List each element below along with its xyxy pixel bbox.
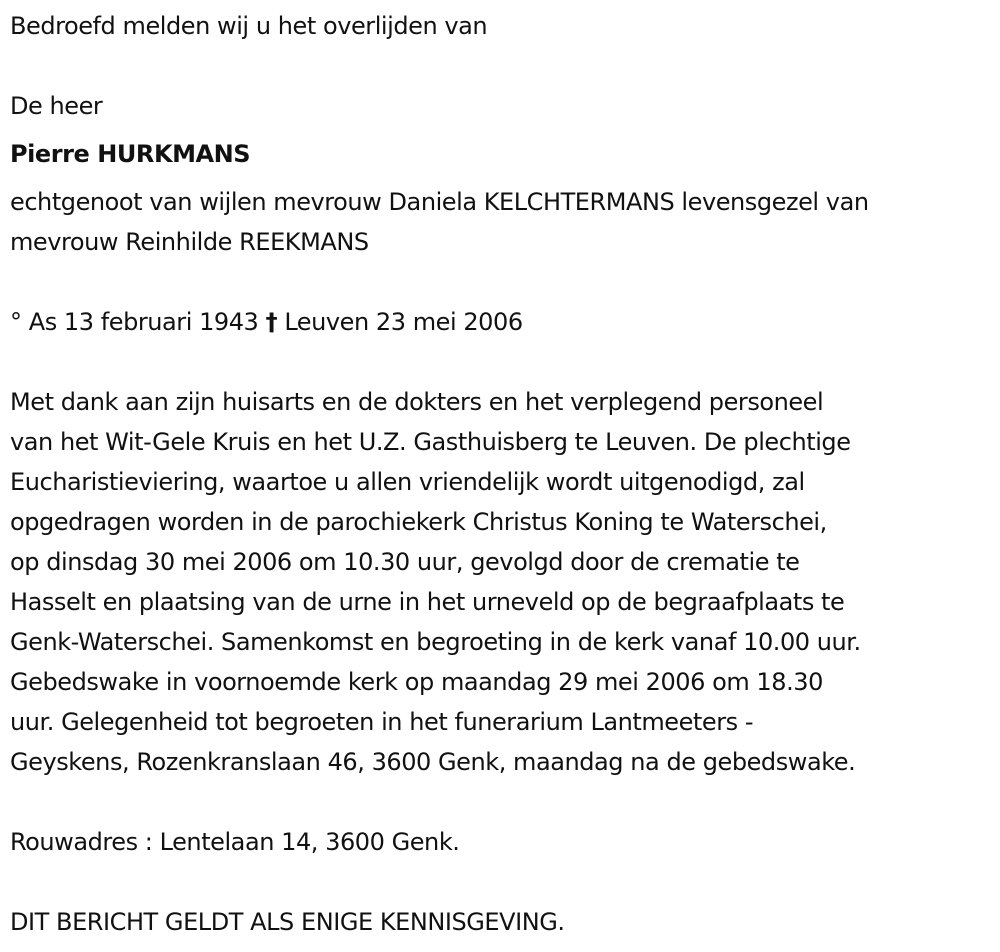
relation-line: mevrouw Reinhilde REEKMANS bbox=[10, 228, 369, 256]
body-line: opgedragen worden in de parochiekerk Christus Koning te Waterschei, bbox=[10, 508, 827, 536]
deceased-name: Pierre HURKMANS bbox=[10, 140, 251, 168]
birth-info: ° As 13 februari 1943 bbox=[10, 308, 259, 336]
body-line: Gebedswake in voornoemde kerk op maandag 29 mei 2006 om 18.30 bbox=[10, 668, 823, 696]
body-line: Hasselt en plaatsing van de urne in het urneveld op de begraafplaats te bbox=[10, 588, 845, 616]
body-line: uur. Gelegenheid tot begroeten in het funerarium Lantmeeters - bbox=[10, 708, 754, 736]
closing-statement: DIT BERICHT GELDT ALS ENIGE KENNISGEVING. bbox=[10, 908, 565, 936]
body-line: Eucharistieviering, waartoe u allen vriendelijk wordt uitgenodigd, zal bbox=[10, 468, 805, 496]
cross-icon: † bbox=[265, 308, 278, 336]
intro-text: Bedroefd melden wij u het overlijden van bbox=[10, 12, 488, 40]
body-line: op dinsdag 30 mei 2006 om 10.30 uur, gevolgd door de crematie te bbox=[10, 548, 800, 576]
body-line: Genk-Waterschei. Samenkomst en begroeting in de kerk vanaf 10.00 uur. bbox=[10, 628, 861, 656]
birth-death-line bbox=[10, 302, 523, 342]
death-info: Leuven 23 mei 2006 bbox=[284, 308, 523, 336]
body-line: Met dank aan zijn huisarts en de dokters en het verplegend personeel bbox=[10, 388, 824, 416]
body-line: van het Wit-Gele Kruis en het U.Z. Gasthuisberg te Leuven. De plechtige bbox=[10, 428, 851, 456]
body-line: Geyskens, Rozenkranslaan 46, 3600 Genk, maandag na de gebedswake. bbox=[10, 748, 856, 776]
relation-line: echtgenoot van wijlen mevrouw Daniela KELCHTERMANS levensgezel van bbox=[10, 188, 869, 216]
mourning-address: Rouwadres : Lentelaan 14, 3600 Genk. bbox=[10, 828, 460, 856]
salutation: De heer bbox=[10, 92, 103, 120]
